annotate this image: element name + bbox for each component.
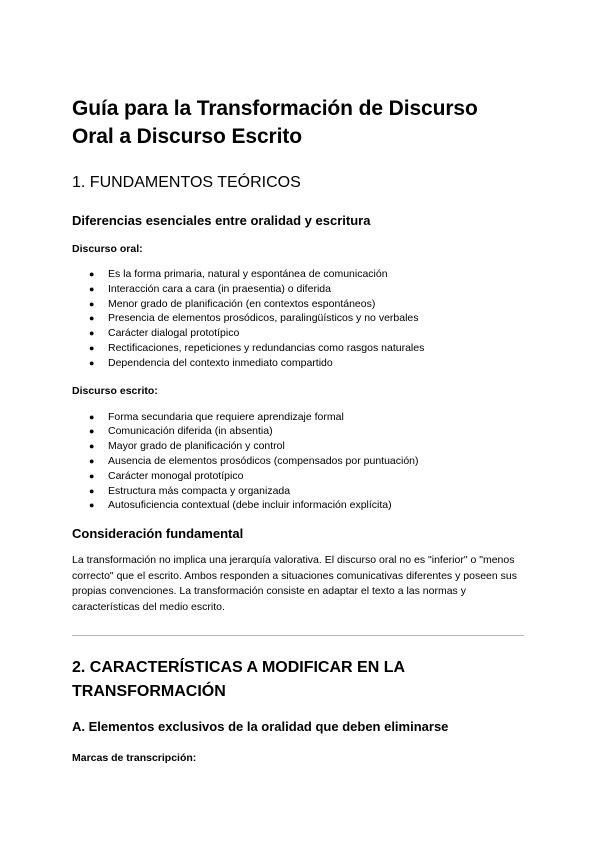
bullet-icon: ● bbox=[89, 328, 95, 339]
list-item bbox=[72, 297, 528, 312]
list-item bbox=[72, 469, 528, 484]
list-item-text: Presencia de elementos prosódicos, paralingüísticos y no verbales bbox=[108, 312, 419, 325]
written-discourse-label: Discurso escrito: bbox=[72, 384, 158, 397]
list-item-text: Rectificaciones, repeticiones y redundancias como rasgos naturales bbox=[108, 341, 425, 354]
list-item bbox=[72, 326, 528, 341]
bullet-icon: ● bbox=[89, 298, 95, 309]
list-item-text: Interacción cara a cara (in praesentia) o diferida bbox=[108, 282, 331, 295]
list-item bbox=[72, 341, 528, 356]
list-item-text: Es la forma primaria, natural y espontánea de comunicación bbox=[108, 268, 388, 280]
bullet-icon: ● bbox=[89, 357, 95, 368]
bullet-icon: ● bbox=[89, 313, 95, 324]
list-item bbox=[72, 439, 528, 454]
section-1-subheading: Diferencias esenciales entre oralidad y escritura bbox=[72, 213, 371, 228]
oral-discourse-list bbox=[72, 267, 528, 371]
consideration-paragraph: La transformación no implica una jerarquía valorativa. El discurso oral no es "inferior" o "menos correcto" que el escrito. Ambos responden a situaciones comunicativas diferentes y poseen sus propias convenciones. La transformación consiste en adaptar el texto a las normas y características del medio escrito. bbox=[72, 554, 517, 613]
title-line-1: Guía para la Transformación de Discurso bbox=[72, 97, 478, 120]
list-item bbox=[72, 311, 528, 326]
list-item-text: Ausencia de elementos prosódicos (compensados por puntuación) bbox=[108, 454, 419, 467]
list-item bbox=[72, 498, 528, 513]
bullet-icon: ● bbox=[89, 470, 95, 481]
section-2-subheading: A. Elementos exclusivos de la oralidad que deben eliminarse bbox=[72, 718, 449, 734]
section-divider bbox=[72, 635, 524, 636]
list-item bbox=[72, 356, 528, 371]
list-item bbox=[72, 484, 528, 499]
bullet-icon: ● bbox=[89, 269, 95, 279]
bullet-icon: ● bbox=[89, 500, 95, 511]
bullet-icon: ● bbox=[89, 441, 95, 452]
section-2-heading-line-1: 2. CARACTERÍSTICAS A MODIFICAR EN LA bbox=[72, 658, 406, 676]
list-item-text: Menor grado de planificación (en contextos espontáneos) bbox=[108, 297, 376, 310]
list-item-text: Comunicación diferida (in absentia) bbox=[108, 425, 273, 438]
section-divider-wrap bbox=[72, 635, 528, 636]
bullet-icon: ● bbox=[89, 411, 95, 422]
list-item-text: Dependencia del contexto inmediato compartido bbox=[108, 356, 333, 369]
list-item-text: Carácter monogal prototípico bbox=[108, 469, 244, 482]
section-2-heading bbox=[72, 656, 528, 704]
bullet-icon: ● bbox=[89, 342, 95, 353]
list-item-text: Carácter dialogal prototípico bbox=[108, 327, 240, 340]
list-item-text: Autosuficiencia contextual (debe incluir información explícita) bbox=[108, 499, 392, 512]
list-item bbox=[72, 410, 528, 425]
list-item bbox=[72, 424, 528, 439]
section-1-heading: 1. FUNDAMENTOS TEÓRICOS bbox=[72, 174, 301, 191]
document-title bbox=[72, 95, 528, 151]
list-item-text: Estructura más compacta y organizada bbox=[108, 484, 291, 497]
section-2-heading-line-2: TRANSFORMACIÓN bbox=[72, 682, 226, 700]
bullet-icon: ● bbox=[89, 485, 95, 496]
title-line-2: Oral a Discurso Escrito bbox=[72, 125, 302, 148]
transcription-marks-label: Marcas de transcripción: bbox=[72, 751, 197, 764]
oral-discourse-label: Discurso oral: bbox=[72, 243, 143, 255]
list-item bbox=[72, 267, 528, 282]
list-item-text: Mayor grado de planificación y control bbox=[108, 440, 285, 453]
document-content bbox=[72, 95, 528, 765]
written-discourse-list bbox=[72, 410, 528, 514]
consideration-heading: Consideración fundamental bbox=[72, 526, 244, 542]
list-item-text: Forma secundaria que requiere aprendizaje formal bbox=[108, 410, 344, 423]
bullet-icon: ● bbox=[89, 455, 95, 466]
bullet-icon: ● bbox=[89, 283, 95, 294]
bullet-icon: ● bbox=[89, 426, 95, 437]
list-item bbox=[72, 282, 528, 297]
list-item bbox=[72, 454, 528, 469]
